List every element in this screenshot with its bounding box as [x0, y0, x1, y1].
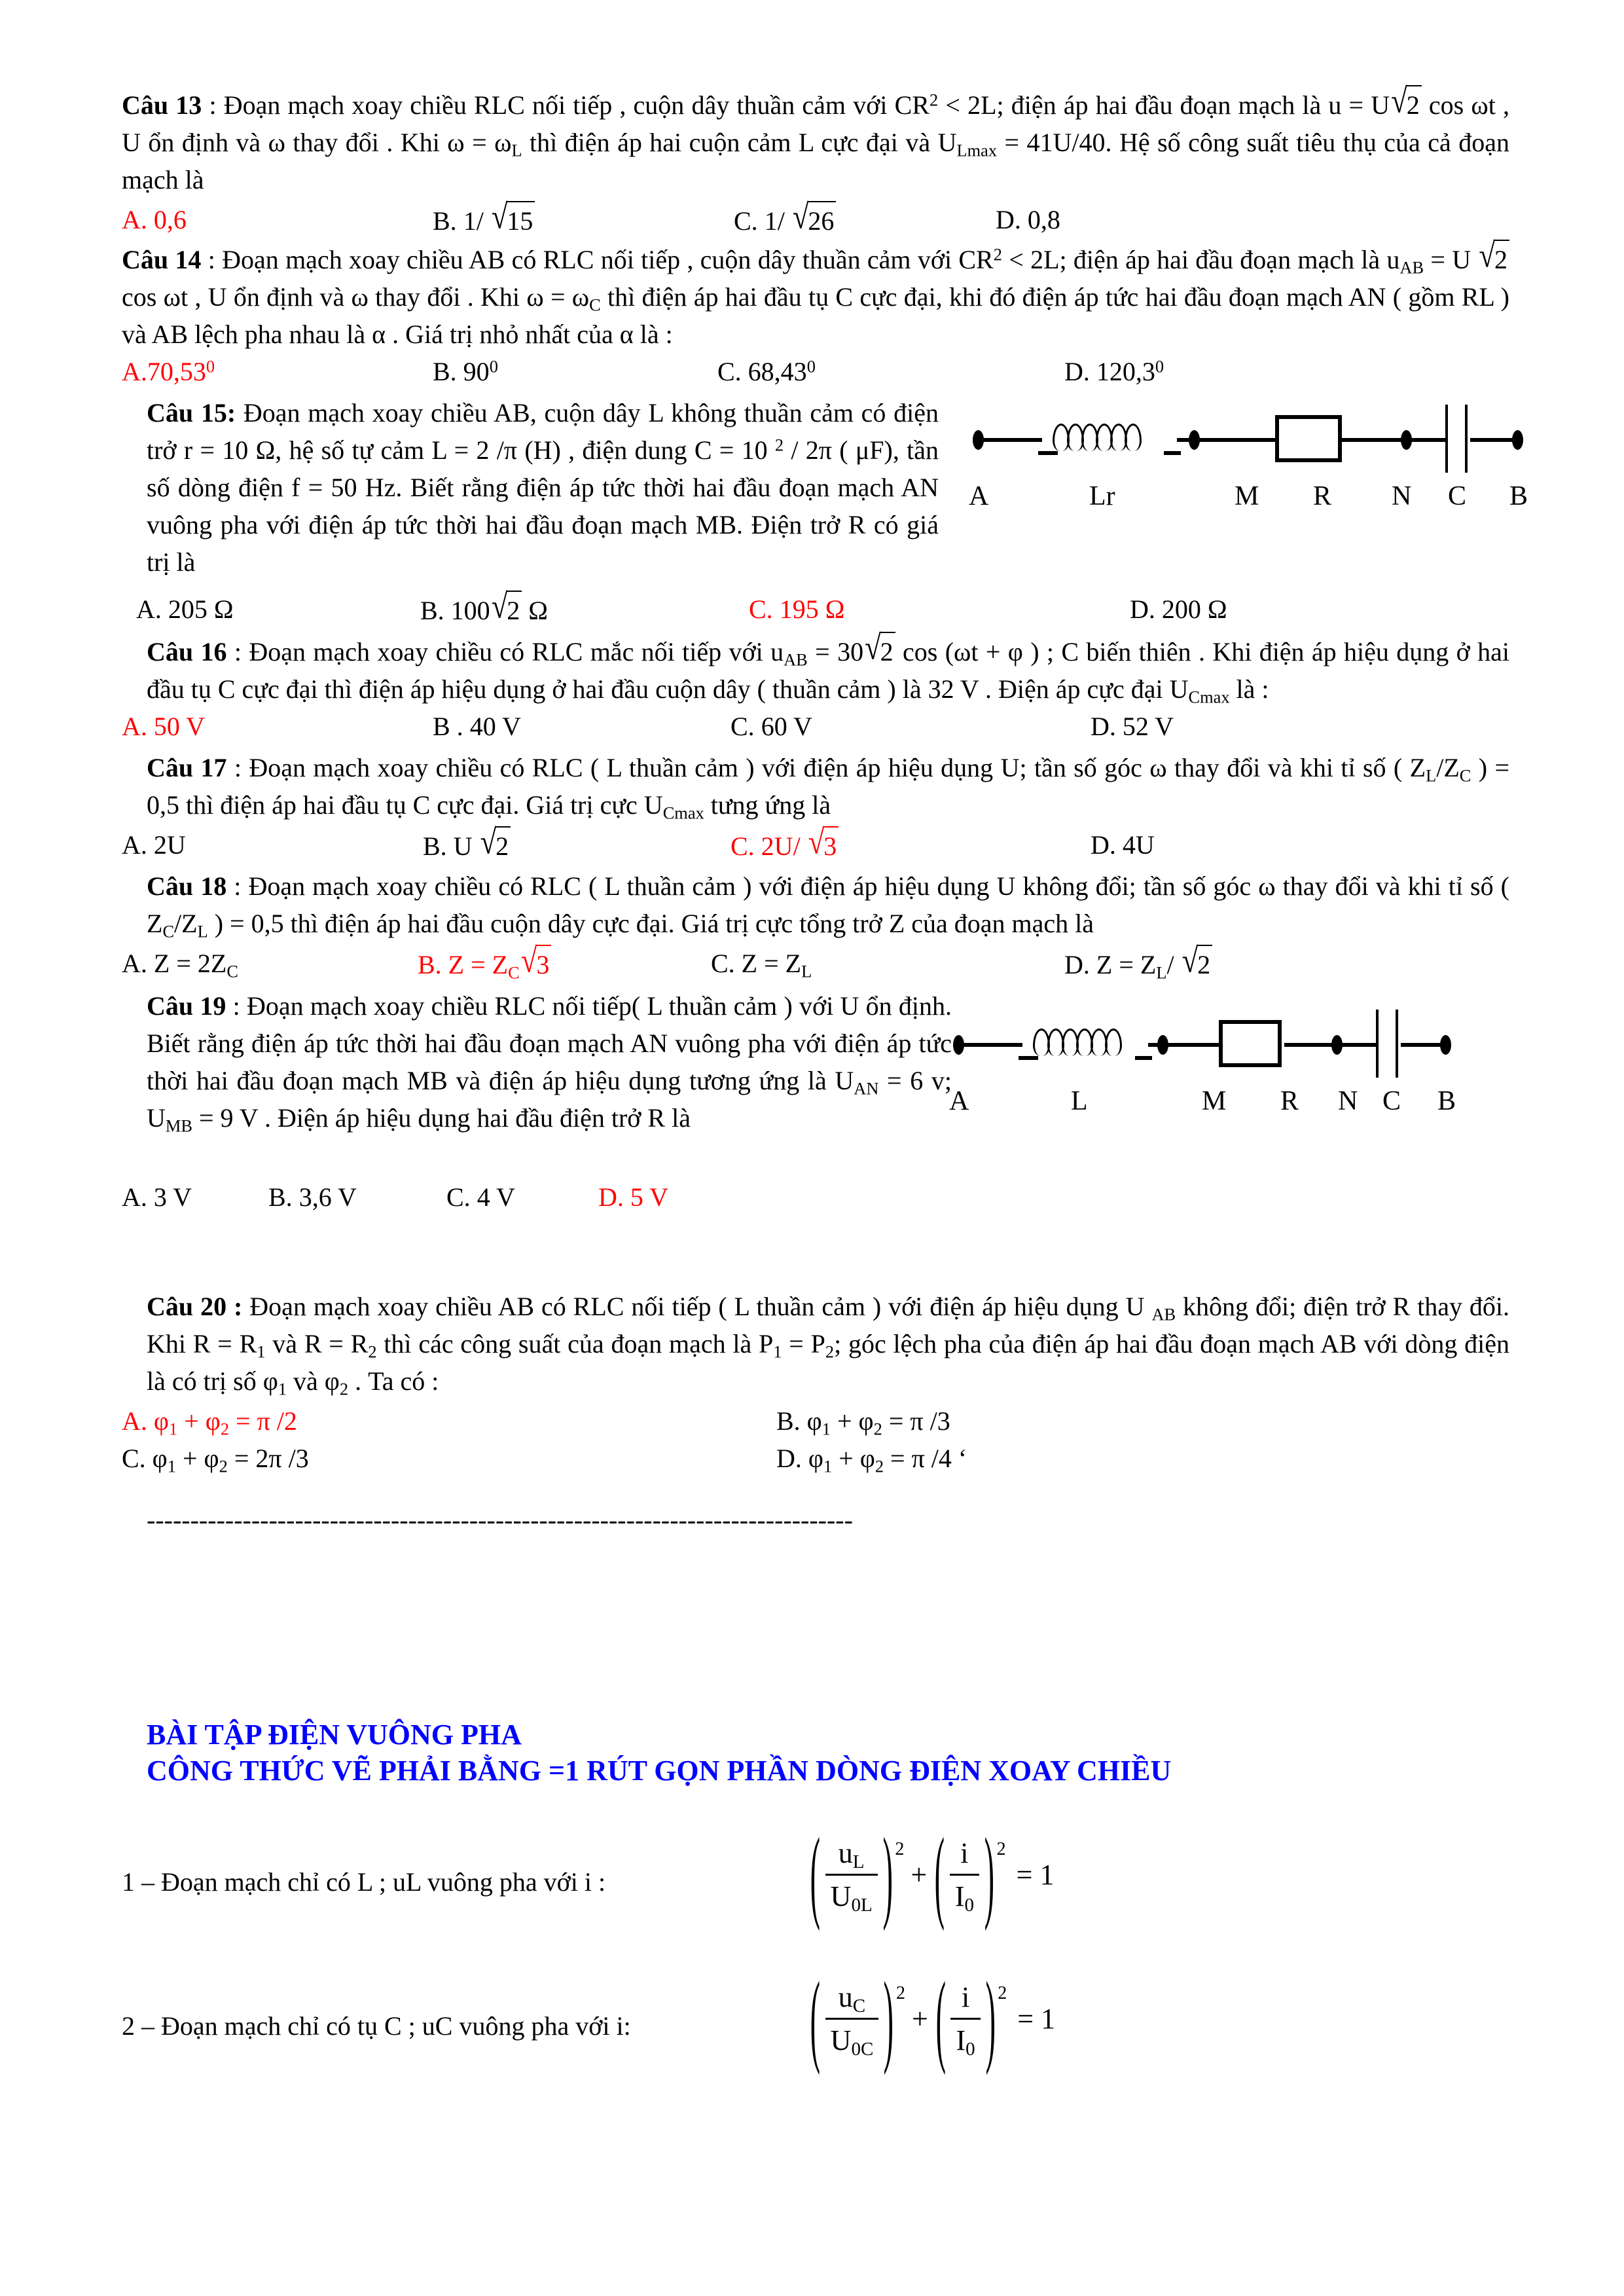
- question-cau19: [122, 987, 952, 1137]
- formula-row-1: [122, 1816, 1509, 1954]
- question-text-cau16: : Đoạn mạch xoay chiều có RLC mắc nối tiếp với $u_{AB} = 30√2$ cos (ωt + φ ) ; C biến thiên . Khi điện áp hiệu dụng ở hai đầu tụ C cực đại thì điện áp hiệu dụng ở hai đầu cuộn dây ( thuần cảm ) là 32 V . Điện áp cực đại $U_{Cmax}$ là :: [147, 628, 1510, 707]
- wire-cap-b: [1470, 438, 1517, 442]
- question-text-cau19: : Đoạn mạch xoay chiều RLC nối tiếp( L thuần cảm ) với U ổn định. Biết rằng điện áp tức thời hai đầu đoạn mạch AN vuông pha với điện áp tức thời hai đầu đoạn mạch MB và điện áp hiệu dụng tương ứng là $U_{AN} = 6$ v; $U_{MB} = 9$ V . Điện áp hiệu dụng hai đầu điện trở R là: [147, 991, 952, 1136]
- question-cau16: [122, 628, 1510, 708]
- circuit2-label-n: N: [1338, 1086, 1358, 1116]
- resistor-symbol: [1275, 415, 1342, 462]
- circuit-label-m: M: [1235, 481, 1259, 511]
- question-cau19-row: [122, 987, 1509, 1184]
- option-cau20-d[interactable]: D. $\varphi_1 + \varphi_2 = \pi$ /4 ‘: [776, 1444, 967, 1476]
- option-cau17-c[interactable]: C. 2U/ √3: [731, 826, 839, 865]
- option-cau18-d[interactable]: D. $Z = Z_L/$ √2: [1064, 945, 1212, 983]
- question-label-cau16: Câu 16: [147, 637, 227, 666]
- options-cau13: [122, 197, 1509, 238]
- paren-open-1: (: [810, 1817, 821, 1933]
- option-cau15-b[interactable]: B. 100√2 Ω: [420, 591, 548, 629]
- wire-coil-step-left: [1038, 451, 1053, 455]
- paren-open-1b: (: [934, 1817, 945, 1933]
- question-label-cau17: Câu 17: [147, 753, 227, 782]
- paren-close-2: ): [883, 1961, 894, 2077]
- plus-sign-1: +: [911, 1859, 928, 1891]
- node-b: [1512, 430, 1523, 450]
- option-cau20-c[interactable]: C. $\varphi_1 + \varphi_2 = 2\pi$ /3: [122, 1444, 309, 1476]
- question-cau14: [122, 236, 1509, 353]
- option-cau20-a[interactable]: A. $\varphi_1 + \varphi_2 = \pi$ /2: [122, 1406, 297, 1439]
- option-cau13-a[interactable]: A. 0,6: [122, 205, 187, 234]
- wire-a-coil-2: [958, 1043, 1022, 1047]
- circuit-label-lr: Lr: [1089, 481, 1115, 511]
- question-text-cau14: : Đoạn mạch xoay chiều AB có RLC nối tiếp , cuộn dây thuần cảm với $CR^2 < 2L$; điện áp hai đầu đoạn mạch là $u_{AB} = U$ √2 cos ωt , U ổn định và ω thay đổi . Khi $\omega = \omega_C$ thì điện áp hai đầu tụ C cực đại, khi đó điện áp tức hai đầu đoạn mạch AN ( gồm RL ) và AB lệch pha nhau là α . Giá trị nhỏ nhất của α là :: [122, 236, 1509, 349]
- exponent-2b: 2: [998, 1983, 1007, 2003]
- paren-open-2: (: [810, 1961, 821, 2077]
- question-text-cau15: Đoạn mạch xoay chiều AB, cuộn dây L không thuần cảm có điện trở r = 10 Ω, hệ số tự cảm L = 2 /π (H) , điện dung C = 10 $^2$ / 2π ( μF), tần số dòng điện f = 50 Hz. Biết rằng điện áp tức thời hai đầu đoạn mạch AN vuông pha với điện áp tức thời hai đầu đoạn mạch MB. Điện trở R có giá trị là: [147, 398, 939, 577]
- capacitor-plate-right-2: [1396, 1010, 1398, 1078]
- fraction-i-i0-2: $\frac{i}{I_0}$: [950, 1978, 980, 2059]
- circuit2-label-a: A: [949, 1086, 969, 1116]
- section-heading-line1: BÀI TẬP ĐIỆN VUÔNG PHA: [147, 1719, 522, 1751]
- question-label-cau13: Câu 13: [122, 90, 202, 120]
- circuit2-label-c: C: [1382, 1086, 1401, 1116]
- option-cau18-b[interactable]: B. $Z = Z_C√3$: [418, 945, 551, 983]
- options-cau14: [122, 353, 1509, 390]
- question-cau15-row: [122, 394, 1528, 591]
- question-text-cau18: : Đoạn mạch xoay chiều có RLC ( L thuần cảm ) với điện áp hiệu dụng U không đổi; tần số góc ω thay đổi và khi tỉ số ( $Z_C/Z_L$ ) = 0,5 thì điện áp hai đầu cuộn dây cực đại. Giá trị cực tổng trở Z của đoạn mạch là: [147, 871, 1510, 941]
- options-cau16: [122, 708, 1509, 745]
- question-label-cau15: Câu 15:: [147, 398, 236, 428]
- formula-math-2: [809, 1961, 1056, 2077]
- formula-row-2: [122, 1960, 1509, 2098]
- section-heading-line2: CÔNG THỨC VẼ PHẢI BẰNG =1 RÚT GỌN PHẦN DÒNG ĐIỆN XOAY CHIỀU: [147, 1755, 1172, 1787]
- option-cau17-a[interactable]: A. 2U: [122, 830, 186, 860]
- wire-cap-b-2: [1401, 1043, 1445, 1047]
- question-cau13: [122, 81, 1509, 198]
- resistor-symbol-2: [1219, 1020, 1282, 1067]
- option-cau13-c[interactable]: C. 1/ √26: [734, 201, 836, 240]
- options-cau20-row2: [122, 1440, 1509, 1477]
- circuit-label-r: R: [1313, 481, 1332, 511]
- circuit2-label-m: M: [1202, 1086, 1227, 1116]
- question-cau17: [122, 749, 1509, 824]
- option-cau16-c[interactable]: C. 60 V: [731, 712, 812, 741]
- fraction-ul-u0l: $\frac{u_L}{U_{0L}}$: [825, 1834, 878, 1915]
- node-n: [1401, 430, 1412, 450]
- option-cau13-d[interactable]: D. 0,8: [996, 205, 1060, 234]
- options-cau18: [122, 941, 1509, 983]
- option-cau15-c[interactable]: C. 195 Ω: [749, 594, 845, 624]
- options-cau19: [122, 1178, 1509, 1216]
- capacitor-plate-right: [1465, 405, 1468, 473]
- option-cau16-b[interactable]: B . 40 V: [433, 712, 521, 741]
- question-text-cau13-l1: : Đoạn mạch xoay chiều RLC nối tiếp , cuộn dây thuần cảm với $CR^2 < 2L$; điện áp hai đầu đoạn mạch là u = U√2 cos ωt , U ổn định và ω thay đổi . Khi $\omega = \omega_L$ thì điện áp hai cuộn cảm L cực đại và $U_{Lmax} = 41U/40$. Hệ số công suất tiêu thụ của cả đoạn mạch là: [122, 81, 1509, 194]
- option-cau19-d[interactable]: D. 5 V: [598, 1182, 669, 1212]
- option-cau16-a[interactable]: A. 50 V: [122, 712, 206, 741]
- paren-close-2b: ): [985, 1961, 996, 2077]
- question-text-cau20: Đoạn mạch xoay chiều AB có RLC nối tiếp ( L thuần cảm ) với điện áp hiệu dụng U $_{AB}$ không đổi; điện trở R thay đổi. Khi $R = R_1$ và $R = R_2$ thì các công suất của đoạn mạch là $P_1 = P_2$; góc lệch pha của điện áp hai đầu đoạn mạch AB với dòng điện là có trị số $\varphi_1$ và $\varphi_2$ . Ta có :: [147, 1292, 1510, 1399]
- option-cau18-c[interactable]: C. $Z = Z_L$: [711, 949, 812, 981]
- wire-coil-step-left-2: [1019, 1056, 1033, 1060]
- node-m: [1189, 430, 1200, 450]
- node-b-2: [1440, 1035, 1451, 1055]
- option-cau15-d[interactable]: D. 200 Ω: [1130, 594, 1227, 624]
- question-label-cau19: Câu 19: [147, 991, 226, 1021]
- wire-m-resistor-2: [1161, 1043, 1221, 1047]
- inductor-symbol: [1053, 424, 1139, 451]
- question-cau18: [122, 867, 1509, 942]
- exponent-2a: 2: [895, 1983, 905, 2003]
- wire-m-resistor: [1193, 438, 1278, 442]
- option-cau17-d[interactable]: D. 4U: [1091, 830, 1155, 860]
- question-label-cau14: Câu 14: [122, 245, 202, 274]
- formula-label-1: 1 – Đoạn mạch chỉ có L ; uL vuông pha với i :: [122, 1867, 606, 1897]
- document-content: [122, 81, 1528, 2098]
- formula-math-1: [809, 1817, 1055, 1933]
- question-label-cau18: Câu 18: [147, 871, 227, 901]
- circuit-label-n: N: [1392, 481, 1412, 511]
- option-cau14-c[interactable]: C. 68,43$^0$: [717, 356, 816, 386]
- section-heading-block: [122, 1717, 1509, 1789]
- fraction-i-i0: $\frac{i}{I_0}$: [950, 1834, 979, 1915]
- formula-label-2: 2 – Đoạn mạch chỉ có tụ C ; uC vuông pha với i:: [122, 2011, 631, 2041]
- exponent-1b: 2: [996, 1839, 1006, 1859]
- option-cau17-b[interactable]: B. U √2: [423, 826, 511, 865]
- paren-open-2b: (: [935, 1961, 946, 2077]
- option-cau19-b[interactable]: B. 3,6 V: [268, 1182, 357, 1212]
- circuit-diagram-cau15: [969, 389, 1528, 511]
- exponent-1a: 2: [895, 1839, 905, 1859]
- fraction-uc-u0c: $\frac{u_C}{U_{0C}}$: [825, 1978, 879, 2059]
- option-cau14-d[interactable]: D. 120,3$^0$: [1064, 356, 1164, 386]
- section-divider: ---------------------------------------------------------------------------------: [147, 1507, 853, 1533]
- option-cau14-a[interactable]: A.70,53$^0$: [122, 356, 215, 386]
- wire-coil-base-right-2: [1135, 1056, 1152, 1060]
- circuit2-label-r: R: [1280, 1086, 1299, 1116]
- question-cau20: [122, 1288, 1509, 1400]
- circuit-diagram-cau19: [949, 994, 1456, 1116]
- circuit-label-c: C: [1448, 481, 1467, 511]
- option-cau15-a[interactable]: A. 205 Ω: [136, 594, 234, 624]
- node-a: [973, 430, 984, 450]
- wire-coil-base-left-2: [1032, 1056, 1038, 1060]
- option-cau19-c[interactable]: C. 4 V: [446, 1182, 515, 1212]
- plus-sign-2: +: [911, 2003, 928, 2035]
- circuit2-label-l: L: [1071, 1086, 1088, 1116]
- node-n-2: [1331, 1035, 1343, 1055]
- node-m-2: [1157, 1035, 1168, 1055]
- options-cau20-row1: [122, 1402, 1509, 1440]
- paren-close-1b: ): [984, 1817, 995, 1933]
- capacitor-plate-left-2: [1376, 1010, 1379, 1078]
- wire-coil-base-left: [1051, 451, 1058, 455]
- node-a-2: [953, 1035, 964, 1055]
- circuit-label-b: B: [1509, 481, 1528, 511]
- wire-coil-base-right: [1164, 451, 1181, 455]
- formula-result-1: = 1: [1016, 1859, 1055, 1891]
- capacitor-plate-left: [1445, 405, 1448, 473]
- option-cau16-d[interactable]: D. 52 V: [1091, 712, 1174, 741]
- option-cau18-a[interactable]: A. $Z = 2Z_C$: [122, 949, 238, 981]
- paren-close-1: ): [882, 1817, 893, 1933]
- options-cau17: [122, 822, 1509, 864]
- formula-result-2: = 1: [1017, 2003, 1056, 2035]
- question-label-cau20: Câu 20 :: [147, 1292, 243, 1321]
- option-cau14-b[interactable]: B. $90^0$: [433, 356, 498, 386]
- option-cau20-b[interactable]: B. $\varphi_1 + \varphi_2 = \pi$ /3: [776, 1406, 950, 1439]
- circuit-label-a: A: [969, 481, 989, 511]
- option-cau19-a[interactable]: A. 3 V: [122, 1182, 192, 1212]
- inductor-symbol-2: [1033, 1029, 1119, 1056]
- question-text-cau17: : Đoạn mạch xoay chiều có RLC ( L thuần cảm ) với điện áp hiệu dụng U; tần số góc ω thay đổi và khi tỉ số ( $Z_L/Z_C$ ) = 0,5 thì điện áp hai đầu tụ C cực đại. Giá trị cực $U_{Cmax}$ tưng ứng là: [147, 753, 1510, 823]
- circuit2-label-b: B: [1437, 1086, 1456, 1116]
- question-cau15: [122, 394, 939, 581]
- options-cau15: [122, 587, 1509, 628]
- wire-a-coil: [978, 438, 1042, 442]
- option-cau13-b[interactable]: B. 1/ √15: [433, 201, 535, 240]
